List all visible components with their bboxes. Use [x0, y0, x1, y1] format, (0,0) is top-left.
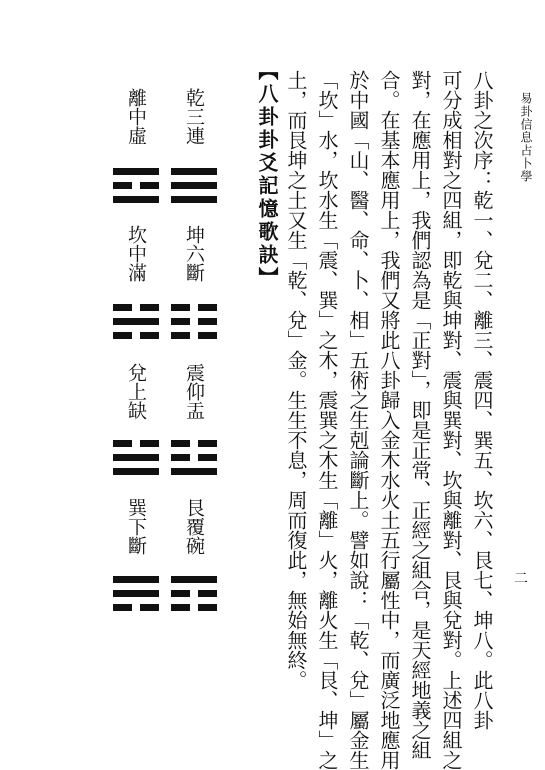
trigram-kun-symbol — [171, 304, 217, 340]
trigram-gen-symbol — [171, 576, 217, 612]
trigram-li-symbol — [113, 168, 159, 204]
trigram-kan-symbol — [113, 304, 159, 340]
trigram-line — [171, 440, 217, 447]
trigram-line — [171, 168, 217, 175]
trigram-label-zhen: 震仰盂 — [183, 363, 205, 420]
trigram-label-xun: 巽下斷 — [125, 498, 147, 555]
trigram-line — [113, 468, 159, 475]
trigram-label-gen: 艮覆碗 — [183, 498, 205, 555]
trigram-line — [113, 182, 159, 189]
page-number: 二 — [514, 571, 528, 587]
trigram-line — [113, 576, 159, 583]
trigram-line — [171, 576, 217, 583]
trigram-line — [171, 468, 217, 475]
trigram-line — [171, 318, 217, 325]
trigram-line — [171, 304, 217, 311]
trigram-label-kan: 坎中滿 — [125, 225, 147, 282]
trigram-label-kun: 坤六斷 — [183, 225, 205, 282]
trigram-line — [171, 590, 217, 597]
trigram-line — [171, 196, 217, 203]
trigram-line — [113, 332, 159, 339]
trigram-line — [113, 440, 159, 447]
body-line-5: 於中國「山、醫、命、卜、相」五術之生剋論斷上。譬如說：「乾、兌」屬金生 — [346, 70, 370, 770]
running-header: 易卦信息占卜學 — [519, 92, 533, 183]
trigram-line — [171, 604, 217, 611]
trigram-label-dui: 兌上缺 — [125, 363, 147, 420]
trigram-label-li: 離中虛 — [125, 88, 147, 145]
trigram-qian-symbol — [171, 168, 217, 204]
body-line-7: 土，而艮坤之土又生「乾、兌」金。生生不息，周而復此，無始無終。 — [284, 70, 308, 690]
body-line-6: 「坎」水，坎水生「震、巽」之木，震巽之木生「離」火，離火生「艮、坤」之 — [315, 70, 339, 770]
trigram-line — [171, 182, 217, 189]
trigram-line — [113, 590, 159, 597]
body-line-2: 可分成相對之四組，即乾與坤對、震與巽對、坎與離對、艮與兌對。上述四組之 — [439, 70, 463, 770]
trigram-line — [113, 304, 159, 311]
section-title: 【八卦卦爻記憶歌訣】 — [255, 60, 279, 290]
trigram-line — [113, 604, 159, 611]
body-line-3: 對，在應用上，我們認為是「正對」，即是正常、正經之組合，是天經地義之組 — [408, 70, 432, 760]
trigram-line — [113, 196, 159, 203]
trigram-dui-symbol — [113, 440, 159, 476]
body-line-4: 合。在基本應用上，我們又將此八卦歸入金木水火土五行屬性中，而廣泛地應用 — [377, 70, 401, 770]
trigram-xun-symbol — [113, 576, 159, 612]
trigram-line — [113, 318, 159, 325]
trigram-line — [113, 454, 159, 461]
trigram-line — [171, 332, 217, 339]
trigram-line — [113, 168, 159, 175]
trigram-zhen-symbol — [171, 440, 217, 476]
body-line-1: 八卦之次序：乾一、兌二、離三、震四、巽五、坎六、艮七、坤八。此八卦 — [470, 70, 494, 730]
trigram-line — [171, 454, 217, 461]
trigram-label-qian: 乾三連 — [183, 88, 205, 145]
